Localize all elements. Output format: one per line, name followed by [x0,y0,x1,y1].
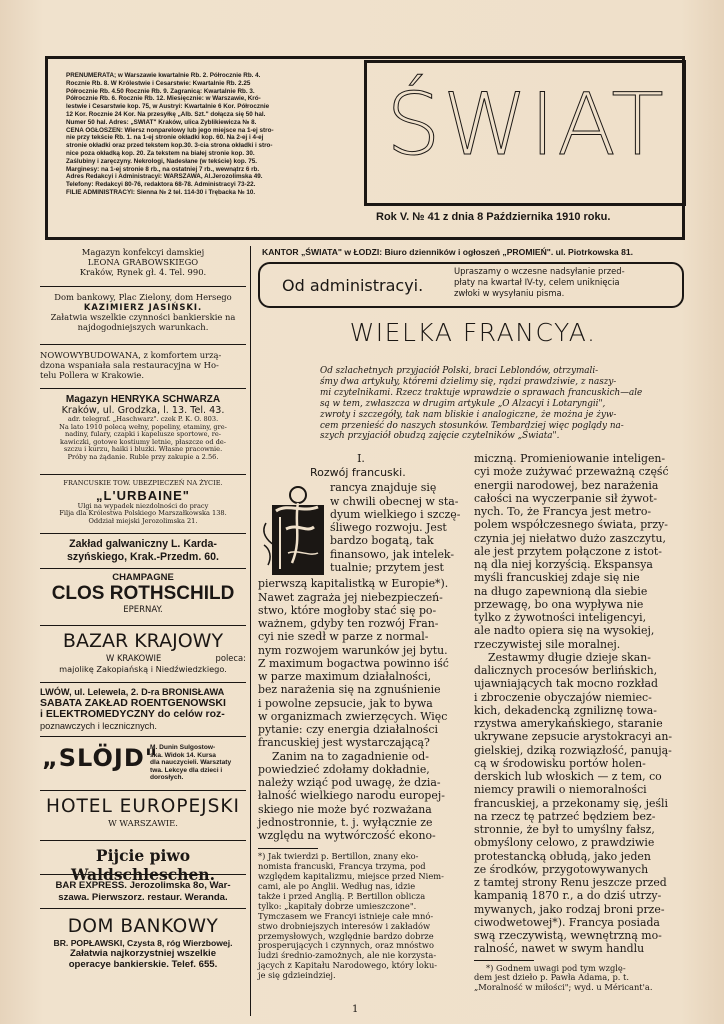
ad-hotel-europejski: HOTEL EUROPEJSKI W WARSZAWIE. [46,796,240,828]
article-intro: Od szlachetnych przyjaciół Polski, braci Leblondów, otrzymali- śmy dwa artykuły, któremi dzielimy się, rądzi prawdziwie, z naszy- mi czytelnikami. Rzecz traktuje wprawdzie o sprawach francuskich—ale są w tem, zwłaszcza w drugim artykule „O Alzacyi i Lotaryngii", zwroty i szczegóły, tak nam bliskie i analogiczne, że można je żyw- cem przenieść do naszych stosunków. Tembardziej więc poglądy na- szych przyjaciół obudzą zajęcie czytelników „Świata". [320,366,643,442]
subscription-line: Zaślubiny i zaręczyny. Nekrologi, Nadesłane (w tekście) kop. 75. [66,157,257,165]
administration-notice-text: Upraszamy o wczesne nadsyłanie przed- płaty na kwartał IV-ty, celem uniknięcia zwłoki w wysyłaniu pisma. [454,266,625,298]
drop-cap-text: rancya znajduje się w chwili obecnej w sta- dyum wielkiego i szczę- śliwego rozwoju. Jest bardzo bogatą, tak finansowo, jak intelek- tualnie; przytem jest [330,481,461,574]
ad-roentgen: LWÓW, ul. Lelewela, 2. D-ra BRONISŁAWA SABATA ZAKŁAD ROENTGENOWSKI i ELEKTROMEDYCZNY do celów roz- poznawczych i lecznicznych. [40,687,226,731]
issue-line: Rok V. № 41 z dnia 8 Października 1910 roku. [376,211,611,223]
subscription-line: FILIE ADMINISTRACYI: Sienna № 2 tel. 114-30 i Trębacka № 10. [66,188,256,196]
ad-bazar-krajowy: BAZAR KRAJOWY W KRAKOWIE poleca: majolikę Zakopiańską i Niedźwiedzkiego. [59,630,246,674]
divider [40,286,246,287]
article-column-2 [474,452,682,993]
kantor-line: KANTOR „ŚWIATA" w ŁODZI: Biuro dzienników i ogłoszeń „PROMIEŃ". ul. Piotrkowska 81. [262,247,634,257]
ad-champagne: CHAMPAGNE CLOS ROTHSCHILD EPERNAY. [51,572,235,615]
ad-pollera: NOWOWYBUDOWANA, z komfortem urzą- dzona wspaniała sala restauracyjna w Ho- telu Pollera w Krakowie. [40,350,222,380]
subscription-line: Rocznie Rb. 8. W Królestwie i Cesarstwie: Kwartalnie Rb. 2.25 [66,79,251,87]
ad-slojd: „SLÖJD" M. Dunin Sulgostow- ska. Widok 14. Kursa dla nauczycieli. Warsztaty twa. Lekcye dla dzieci i dorosłych. [40,742,246,788]
ad-dom-bankowy: DOM BANKOWY BR. POPŁAWSKI, Czysta 8, róg Wierzbowej. Załatwia najkorzystniej wszelkie operacye bankierskie. Telef. 655. [53,916,233,970]
newspaper-title: ŚWIAT [386,75,666,175]
divider [40,790,246,791]
ad-schwarza: Magazyn HENRYKA SCHWARZA Kraków, ul. Grodzka, l. 13. Tel. 43. adr. telegraf. „Haschwarz". czek P. K. O. 803. Na lato 1910 polecą wełny, popeliny, etaminy, gre- nadiny, fulary, czapki i kapelusze sportowe, re- kawiczki, gotowe kostiumy letnie, płaszcze od de- szczu i kurzu, haiki i bluzki. Własne pracownie. Próby na żądanie. Ruble przy zakupie a 2.56. [59,394,227,461]
column-2-footnote: *) Godnem uwagi pod tym wzglę- dem jest dzieło p. Pawła Adama, p. t. „Moralność w miłości"; wyd. u Méricant'a. [474,962,653,993]
section-title: Rozwój francuski. [310,466,406,480]
ad-jasinski: Dom bankowy, Plac Zielony, dom Hersego KAZIMIERZ JASIŃSKI. Załatwia wszelkie czynności bankierskie na najdogodniejszych warunkach. [50,292,236,332]
divider [40,840,246,841]
subscription-line: nie przy tekście Rb. 1. na 1-ej stronie okładki kop. 60. Na 2-ej i 4-ej [66,134,264,142]
column-2-text: miczną. Promieniowanie inteligen- cyi może zużywać przeważną część energii narodowej, bez narażenia całości na wyczerpanie sił żywot- nych. To, że Francya jest metro- polem współczesnego świata, przy- czynia jej niełatwo dużo zaszczytu, ale jest przytem połączone z istot- ną dla niej korzyścią. Ekspansya myśli francuskiej zdaje się nie na długo zapewnioną dla siebie przewagę, bo ona wypływa nie tylko z żywotności inteligencyi, ale nadto opiera się na wysokiej, rzeczywistej sile moralnej. Zestawmy długie dzieje skan- dalicznych procesów berlińskich, ujawniających tak mocno rozkład i zbroczenie obyczajów niemiec- kich, dekadencką zgniliznę towa- rzystwa amerykańskiego, staranie ukrywane zepsucie arystokracyi an- gielskiej, dziką rozwiązłość, panują- cą w środowisku portów holen- derskich lub włoskich — z tem, co niemcy prawili o niemoralności francuskiej, a przekonamy się, jeśli na rzecz tę patrzeć będziem bez- stronnie, że był to umyślny fałsz, obmyślony celowo, z prawdziwie protestancką obłudą, jako jeden ze środków, przygotowywanych z tamtej strony Renu jeszcze przed kampanią 1870 r., a do dziś utrzy- mywanych, jako rodzaj broni prze- ciwodwetowej*). Francya posiada swą rzeczywistą, wewnętrzną mo- ralność, nawet w swym handlu [474,452,673,956]
administration-notice-title: Od administracyi. [282,276,424,295]
footnote-rule [258,848,318,849]
subscription-line: Numer 50 hal. Adres: „ŚWIAT" Kraków, ulica Zyblikiewicza № 8. [66,118,257,126]
ad-bar-express: BAR EXPRESS. Jerozolimska 8o, War- szawa. Pierwszorz. restaur. Weranda. [55,880,231,903]
subscription-line: Półrocznie Rb. 4.50 Rocznie Rb. 9. Zagranicą: Kwartalnie Rb. 3. [66,87,255,95]
subscription-info [66,72,352,197]
divider [40,344,246,345]
subscription-line: CENA OGŁOSZEŃ: Wiersz nonparelowy lub jego miejsce na 1-ej stro- [66,126,274,134]
divider [40,474,246,475]
subscription-line: lestwie i Cesarstwie kop. 75, w Austryi: Kwartalnie 6 Kor. Półrocznie [66,103,270,111]
ad-grabowski: Magazyn konfekcyi damskiej LEONA GRABOWSKIEGO Kraków, Rynek gł. 4. Tel. 990. [79,247,207,277]
subscription-line: Adres Redakcyi i Administracyi: WARSZAWA, Al.Jerozolimska 49. [66,173,263,181]
divider [40,736,246,737]
subscription-line: nice poza okładką kop. 20. Za tekstem na białej stronie kop. 30. [66,149,255,157]
subscription-line: PRENUMERATA; w Warszawie kwartalnie Rb. 2. Półrocznie Rb. 4. [66,72,261,79]
ad-kardaszynski: Zakład galwaniczny L. Karda- szyńskiego, Krak.-Przedm. 60. [67,538,219,563]
divider [40,682,246,683]
divider [40,533,246,534]
subscription-line: stronie okładki oraz przed tekstem kop.30. 3-cia strona okładki i stro- [66,142,273,150]
divider [40,908,246,909]
decorative-initial-f-icon [258,483,328,575]
ad-waldschleschen: Pijcie piwo Waldschleschen. [71,846,215,884]
subscription-line: 12 Kor. Rocznie 24 Kor. Na przesyłkę „Alb. Szt." dołącza się 50 hal. [66,110,266,118]
article-headline: WIELKA FRANCYA. [349,318,597,347]
column-divider [250,246,251,1016]
column-1-footnote: *) Jak twierdzi p. Bertillon, znany eko- nomista francuski, Francya trzyma, pod względem kapitalizmu, miejsce przed Niem- cami, ale po Anglii. Według nas, idzie także i przed Anglią. P. Bertillon oblicza tylko: „kapitały dobrze umieszczone". Tymczasem we Francyi istnieje całe mnó- stwo drobniejszych interesów i zakładów przemysłowych, względnie bardzo dobrze prosperujących i czynnych, oraz mnóstwo ludzi średnio-zamożnych, ale nie korzysta- jących z Kapitału Narodowego, który loku- je się gdzieindziej. [258,851,444,981]
divider [40,568,246,569]
subscription-line: Półrocznie Rb. 6. Rocznie Rb. 12. Miesięcznie: w Warszawie, Kró- [66,95,261,103]
section-number: I. [357,452,365,465]
subscription-line: Marginesy: na 1-ej stronie 8 rb., na ostatniej 7 rb., wewnątrz 6 rb. [66,165,260,173]
footnote-rule [474,960,534,961]
slojd-details: M. Dunin Sulgostow- ska. Widok 14. Kursa dla nauczycieli. Warsztaty twa. Lekcye dla dzieci i dorosłych. [150,744,232,782]
ad-urbaine: FRANCUSKIE TOW. UBEZPIECZEŃ NA ŻYCIE. „L'URBAINE" Ulgi na wypadek niezdolności do pracy Filja dla Królestwa Polskiego Marszałkowska 138. Oddział miejski Jerozolimska 21. [59,479,227,525]
column-1-text: pierwszą kapitalistką w Europie*). Nawet zagraża jej niebezpieczeń- stwo, które mogłoby stać się po- ważnem, gdyby ten rozwój Fran- cyi nie szedł w parze z normal- nym rozwojem warunków jej bytu. Z maximum bogactwa powinno iść w parze maximum działalności, bez narażenia się na zgnuśnienie i powolne zepsucie, jak to bywa w organizmach zwierzęcych. Więc pytanie: czy energia działalności francuskiej jest wystarczającą? Zanim na to zagadnienie od- powiedzieć zdołamy dokładnie, należy wziąć pod uwagę, że dzia- łalność wielkiego narodu europej- skiego nie może być rozważana jednostronnie, t. j. wyłącznie ze względu na wytwórczość ekono- [258,577,449,842]
divider [40,388,246,389]
divider [40,874,246,875]
subscription-line: Telefony: Redakcyi 80-76, redaktora 68-78. Administracyi 73-22. [66,181,256,189]
page-number: 1 [352,1004,359,1015]
article-column-1 [258,452,464,981]
divider [40,625,246,626]
